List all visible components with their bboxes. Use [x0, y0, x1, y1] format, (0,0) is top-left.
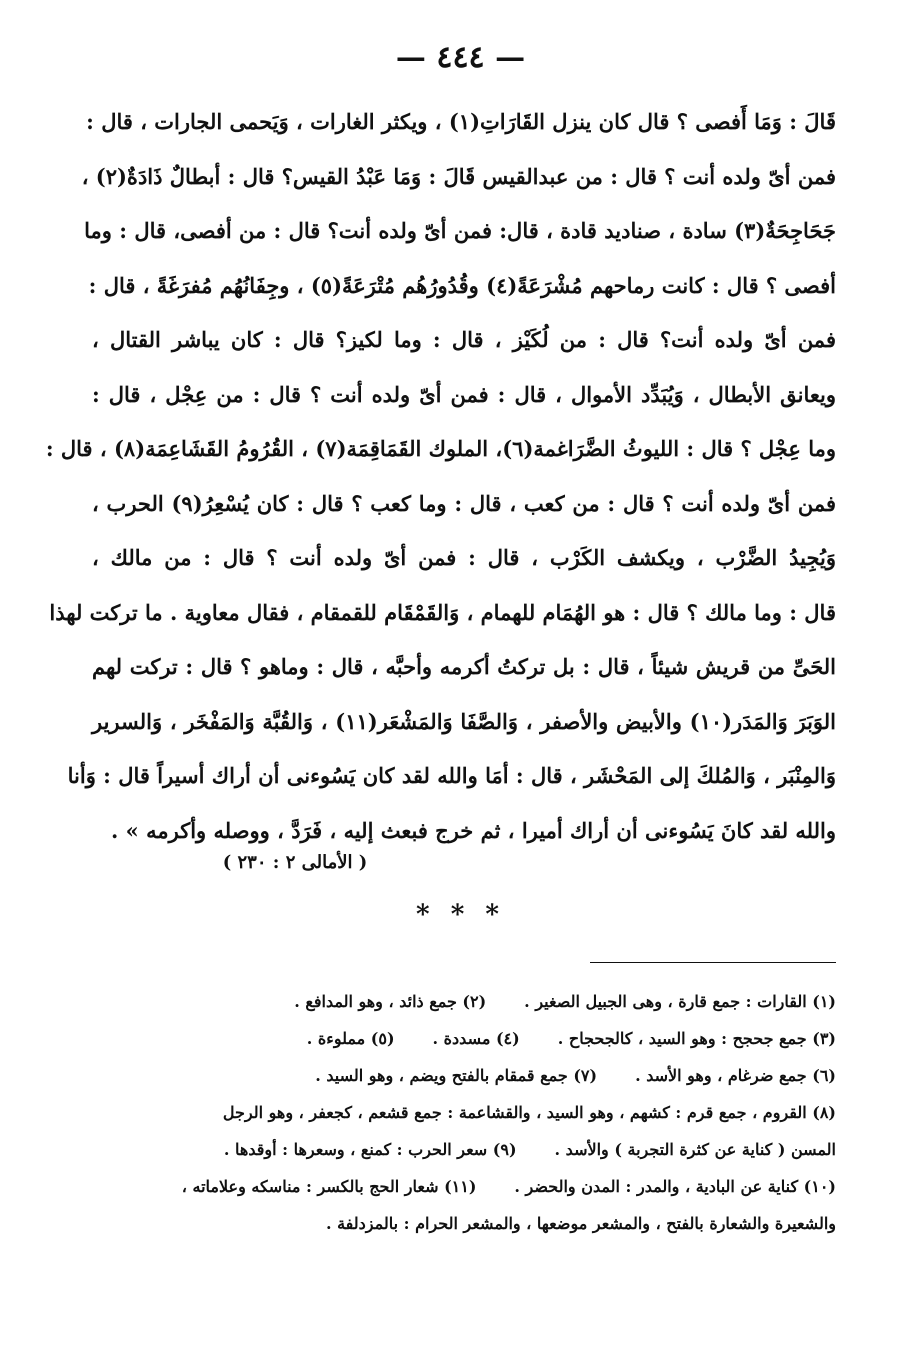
text-line: جَحَاجِحَةٌ(٣) سادة ، صناديد قادة ، قال: فمن أىّ ولده أنت؟ قال : من أفصى، قال : وما — [84, 218, 836, 243]
text-line: ويعانق الأبطال ، وَيُبَدِّد الأموال ، قال : فمن أىّ ولده أنت ؟ قال : من عِجْل ، قال : — [92, 381, 836, 407]
footnote: (٨) القروم ، جمع قرم : كشهم ، وهو السيد ، والقشاعمة : جمع قشعم ، كجعفر ، وهو الرجل — [222, 1103, 836, 1122]
text-line: قَالَ : وَمَا أَفصى ؟ قال كان ينزل القَارَاتِ(١) ، ويكثر الغارات ، وَيَحمى الجارات ، قال : — [86, 109, 836, 134]
footnote-line — [78, 1020, 836, 1057]
footnote: (٣) جمع جحجح : وهو السيد ، كالجحجاح . — [557, 1029, 836, 1048]
footnote: (٤) مسددة . — [432, 1029, 520, 1048]
footnote-line — [78, 1131, 836, 1168]
footnote: (٦) جمع ضرغام ، وهو الأسد . — [635, 1066, 836, 1085]
footnote: (٧) جمع قمقام بالفتح ويضم ، وهو السيد . — [315, 1066, 598, 1085]
main-text — [45, 95, 836, 858]
footnote-line — [78, 1057, 836, 1094]
text-line: وما عِجْل ؟ قال : الليوثُ الضَّرَاغمة(٦)، الملوك القَمَاقِمَة(٧) ، القُرُومُ القَشَاعِمَة(٨) ، قال : — [45, 436, 836, 461]
source-citation: ( الأمالى ٢ : ٢٣٠ ) — [222, 852, 368, 873]
footnote: المسن ( كناية عن كثرة التجربة ) والأسد . — [554, 1140, 836, 1159]
text-line: وَالمِنْبَر ، وَالمُلكَ إلى المَحْشَر ، قال : أمَا والله لقد كان يَسُوءنى أن أراك أسيراً قال : وَأنا — [67, 763, 836, 788]
footnote-line — [78, 983, 836, 1020]
footnote: (٥) مملوءة . — [306, 1029, 395, 1048]
text-line: أفصى ؟ قال : كانت رماحهم مُشْرَعَةً(٤) وقُدُورُهُم مُتْرَعَةً(٥) ، وجِفَانُهُم مُفرَغَةً ، قال : — [88, 272, 836, 298]
text-line: الوَبَرَ وَالمَدَر(١٠) والأبيض والأصفر ، وَالصَّفَا وَالمَشْعَر(١١) ، وَالقُبَّة وَالمَفْخَر ، وَالسرير — [92, 708, 836, 734]
footnote-line — [78, 1168, 836, 1205]
footnote: (٩) سعر الحرب : كمنع ، وسعرها : أوقدها . — [223, 1140, 517, 1159]
page-number: — ٤٤٤ — — [395, 40, 526, 75]
section-separator: * * * — [416, 900, 505, 930]
text-line: وَيُجِيدُ الضَّرْب ، ويكشف الكَرْب ، قال : فمن أىّ ولده أنت ؟ قال : من مالك ، — [92, 545, 836, 570]
footnotes — [78, 983, 836, 1242]
footnote-divider — [590, 962, 836, 963]
text-line: قال : وما مالك ؟ قال : هو الهُمَام للهمام ، وَالقَمْقَام للقمقام ، فقال معاوية . ما تركت لهذا — [49, 599, 836, 625]
text-line: الحَىِّ من قريش شيئاً ، قال : بل تركتُ أكرمه وأحبَّه ، قال : وماهو ؟ قال : تركت لهم — [92, 654, 836, 679]
footnote: (٢) جمع ذائد ، وهو المدافع . — [294, 992, 487, 1011]
footnote: (١٠) كناية عن البادية ، والمدر : المدن والحضر . — [514, 1177, 836, 1196]
text-line: فمن أىّ ولده أنت؟ قال : من لُكَيْز ، قال : وما لكيز؟ قال : كان يباشر القتال ، — [92, 327, 836, 352]
footnote-line — [78, 1094, 836, 1131]
footnote: والشعيرة والشعارة بالفتح ، والمشعر موضعها ، والمشعر الحرام : بالمزدلفة . — [325, 1214, 836, 1233]
text-line: فمن أىّ ولده أنت ؟ قال : من كعب ، قال : وما كعب ؟ قال : كان يُسْعِرُ(٩) الحرب ، — [92, 490, 836, 516]
footnote: (١) القارات : جمع قارة ، وهى الجبيل الصغير . — [524, 992, 836, 1011]
text-line: والله لقد كانَ يَسُوءنى أن أراك أميرا ، ثم خرج فبعث إليه ، فَرَدَّ ، ووصله وأكرمه » . — [111, 817, 836, 843]
text-line: فمن أىّ ولده أنت ؟ قال : من عبدالقيس قَالَ : وَمَا عَبْدُ القيس؟ قال : أبطالٌ ذَادَةٌ(٢) ، — [81, 163, 836, 189]
footnote: (١١) شعار الحج بالكسر : مناسكه وعلاماته ، — [181, 1177, 477, 1196]
footnote-line — [78, 1205, 836, 1242]
